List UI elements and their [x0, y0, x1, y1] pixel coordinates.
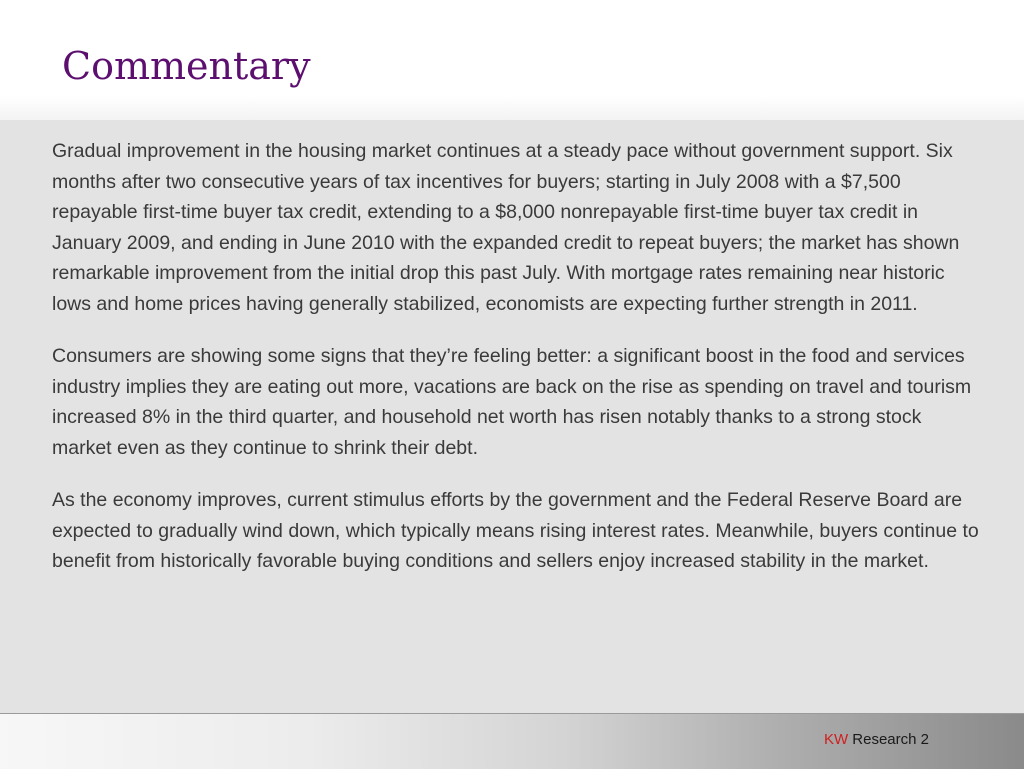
- paragraph-economy: As the economy improves, current stimulus efforts by the government and the Federal Reserve Board are expected to gradually wind down, which typically means rising interest rates. Meanwhile, buyers continue to benefit from historically favorable buying conditions and sellers enjoy increased stability in the market.: [52, 489, 979, 572]
- body-text: [52, 136, 982, 599]
- footer-page-label: Research 2: [852, 731, 929, 748]
- title-area: [0, 0, 1024, 120]
- slide-title: Commentary: [62, 44, 311, 88]
- footer-brand: KW: [823, 731, 849, 748]
- content-panel: [0, 120, 1024, 713]
- paragraph-consumers: Consumers are showing some signs that they’re feeling better: a significant boost in the food and services industry implies they are eating out more, vacations are back on the rise as spending on travel and tourism increased 8% in the third quarter, and household net worth has risen notably thanks to a strong stock market even as they continue to shrink their debt.: [52, 345, 972, 459]
- footer-bar: [0, 713, 1024, 769]
- footer-label: [824, 731, 929, 749]
- paragraph-housing-market: Gradual improvement in the housing market continues at a steady pace without government support. Six months after two consecutive years of tax incentives for buyers; starting in July 2008 with a $7,500 repayable first-time buyer tax credit, extending to a $8,000 nonrepayable first-time buyer tax credit in January 2009, and ending in June 2010 with the expanded credit to repeat buyers; the market has shown remarkable improvement from the initial drop this past July. With mortgage rates remaining near historic lows and home prices having generally stabilized, economists are expecting further strength in 2011.: [52, 140, 960, 315]
